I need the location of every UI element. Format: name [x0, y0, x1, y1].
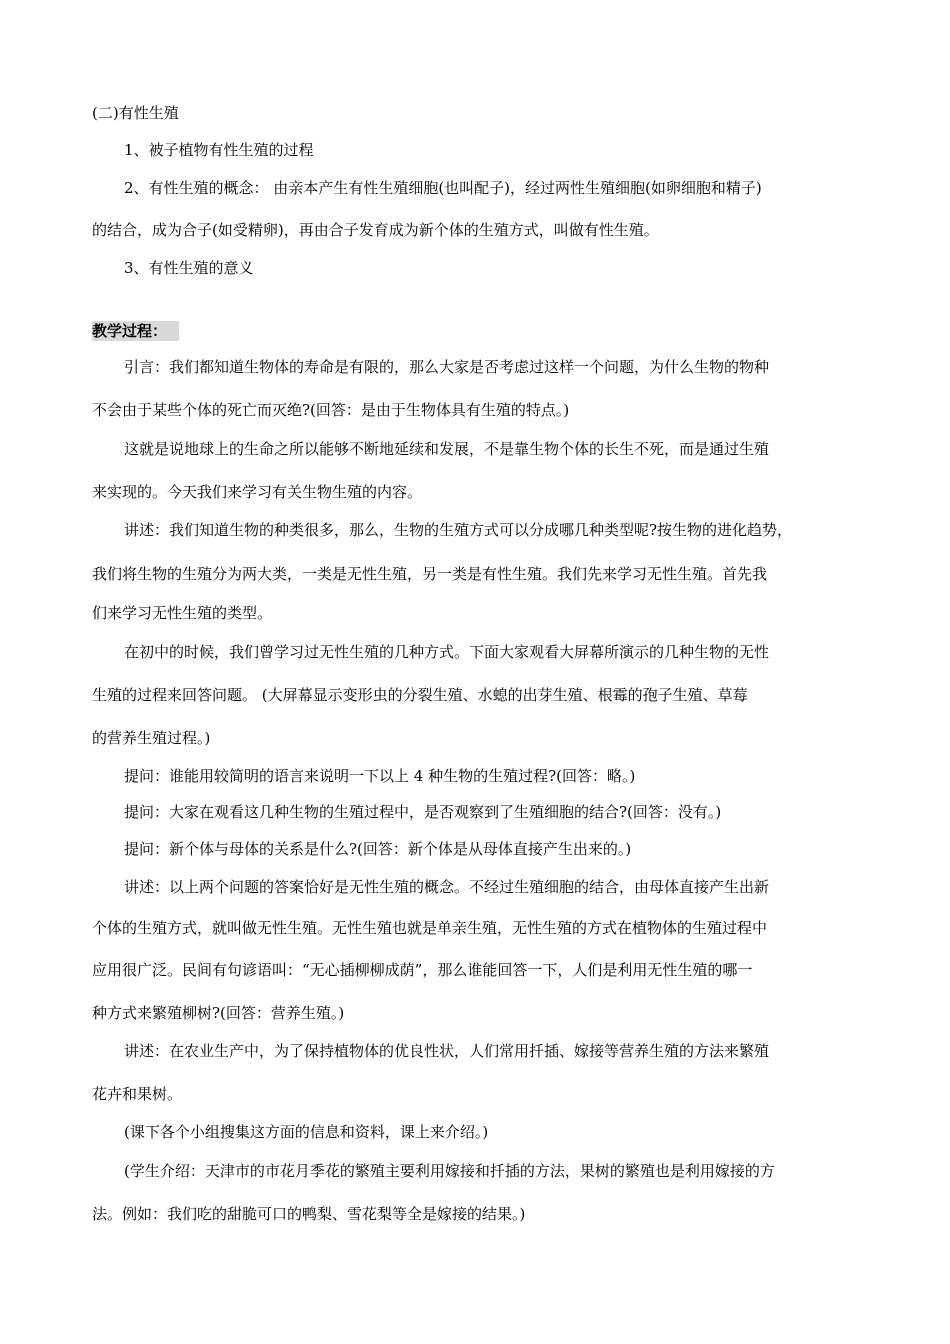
paragraph-line: 讲述：我们知道生物的种类很多，那么，生物的生殖方式可以分成哪几种类型呢?按生物的进化趋势， [124, 521, 793, 539]
paragraph-line: 提问：谁能用较简明的语言来说明一下以上 4 种生物的生殖过程?(回答：略。) [124, 767, 636, 785]
paragraph-line: 来实现的。今天我们来学习有关生物生殖的内容。 [92, 483, 423, 501]
paragraph-line: 这就是说地球上的生命之所以能够不断地延续和发展，不是靠生物个体的长生不死，而是通过生殖 [124, 440, 770, 458]
paragraph-line: 不会由于某些个体的死亡而灭绝?(回答：是由于生物体具有生殖的特点。) [92, 401, 570, 419]
paragraph-line: 生殖的过程来回答问题。 (大屏幕显示变形虫的分裂生殖、水螅的出芽生殖、根霉的孢子生殖、草莓 [92, 686, 748, 704]
paragraph-line: 讲述：在农业生产中，为了保持植物体的优良性状，人们常用扦插、嫁接等营养生殖的方法来繁殖 [124, 1042, 770, 1060]
list-item-1: 1、被子植物有性生殖的过程 [124, 141, 314, 159]
paragraph-line: 应用很广泛。民间有句谚语叫：“无心插柳柳成荫”，那么谁能回答一下，人们是利用无性生殖的哪一 [92, 961, 753, 979]
paragraph-line: 个体的生殖方式，就叫做无性生殖。无性生殖也就是单亲生殖，无性生殖的方式在植物体的生殖过程中 [92, 919, 768, 937]
section-title-sexual-reproduction: (二)有性生殖 [92, 104, 179, 122]
teaching-process-heading: 教学过程： [92, 321, 179, 341]
paragraph-line: 花卉和果树。 [92, 1085, 183, 1103]
paragraph-line: (课下各个小组搜集这方面的信息和资料，课上来介绍。) [124, 1123, 489, 1141]
list-item-2-line-1: 2、有性生殖的概念： 由亲本产生有性生殖细胞(也叫配子)，经过两性生殖细胞(如卵细胞和精子) [124, 179, 762, 197]
paragraph-line: 的营养生殖过程。) [92, 729, 211, 747]
paragraph-line: 讲述：以上两个问题的答案恰好是无性生殖的概念。不经过生殖细胞的结合，由母体直接产生出新 [124, 878, 770, 896]
list-item-2-line-2: 的结合，成为合子(如受精卵)，再由合子发育成为新个体的生殖方式，叫做有性生殖。 [92, 221, 659, 239]
paragraph-line: (学生介绍：天津市的市花月季花的繁殖主要利用嫁接和扦插的方法，果树的繁殖也是利用嫁接的方 [124, 1162, 775, 1180]
paragraph-line: 法。例如：我们吃的甜脆可口的鸭梨、雪花梨等全是嫁接的结果。) [92, 1205, 526, 1223]
paragraph-line: 种方式来繁殖柳树?(回答：营养生殖。) [92, 1004, 345, 1022]
paragraph-line: 提问：大家在观看这几种生物的生殖过程中，是否观察到了生殖细胞的结合?(回答：没有。) [124, 803, 722, 821]
paragraph-line: 提问：新个体与母体的关系是什么?(回答：新个体是从母体直接产生出来的。) [124, 840, 632, 858]
paragraph-line: 在初中的时候，我们曾学习过无性生殖的几种方式。下面大家观看大屏幕所演示的几种生物的无性 [124, 643, 770, 661]
paragraph-line: 们来学习无性生殖的类型。 [92, 604, 273, 622]
paragraph-line: 引言：我们都知道生物体的寿命是有限的，那么大家是否考虑过这样一个问题，为什么生物的物种 [124, 358, 770, 376]
list-item-3: 3、有性生殖的意义 [124, 259, 254, 277]
paragraph-line: 我们将生物的生殖分为两大类，一类是无性生殖，另一类是有性生殖。我们先来学习无性生殖。首先我 [92, 565, 768, 583]
